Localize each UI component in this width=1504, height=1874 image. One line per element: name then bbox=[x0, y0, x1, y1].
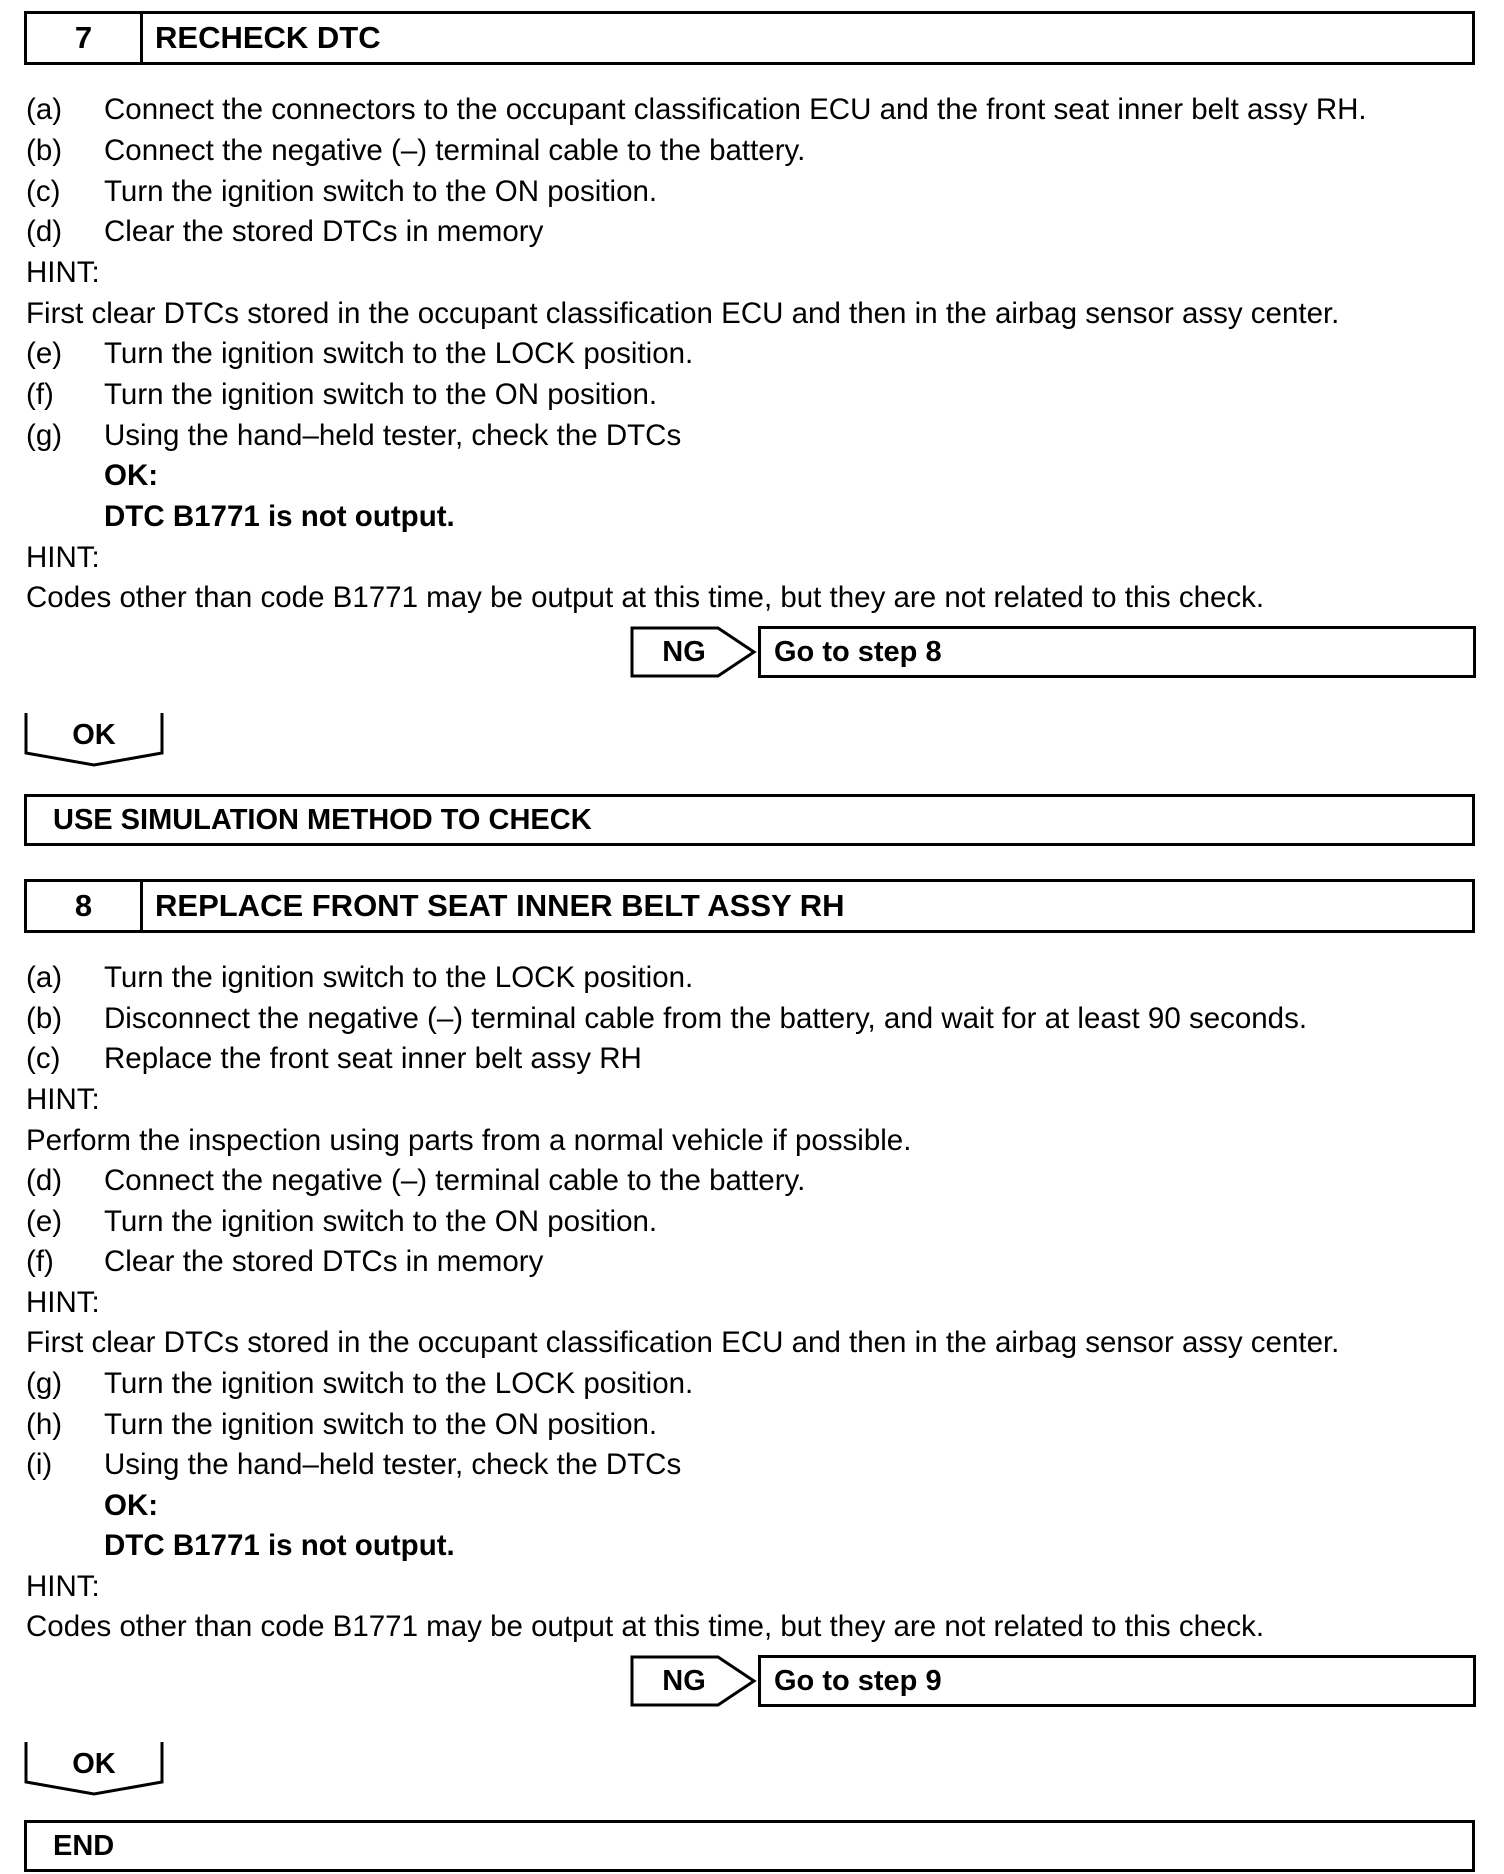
item-label: (a) bbox=[26, 93, 63, 126]
item-text: Turn the ignition switch to the ON position. bbox=[104, 378, 658, 411]
item-label: (b) bbox=[26, 1002, 63, 1035]
item-text: Connect the negative (–) terminal cable to the battery. bbox=[104, 134, 806, 167]
item-text: Connect the connectors to the occupant classification ECU and the front seat inner belt assy RH. bbox=[104, 93, 1367, 126]
item-text: Using the hand–held tester, check the DTCs bbox=[104, 1448, 682, 1481]
item-label: (g) bbox=[26, 419, 63, 452]
item-label: (b) bbox=[26, 134, 63, 167]
item-label: (d) bbox=[26, 215, 63, 248]
step-7-header bbox=[24, 11, 1475, 65]
item-label: (e) bbox=[26, 1205, 63, 1238]
step-title: REPLACE FRONT SEAT INNER BELT ASSY RH bbox=[155, 888, 845, 923]
item-label: (g) bbox=[26, 1367, 63, 1400]
ok-label: OK bbox=[72, 1747, 116, 1780]
step-number: 8 bbox=[27, 882, 143, 930]
simulation-title: USE SIMULATION METHOD TO CHECK bbox=[53, 803, 592, 836]
item-text: Turn the ignition switch to the ON position. bbox=[104, 1205, 658, 1238]
repair-manual-page: 7 RECHECK DTC (a) Connect the connectors to the occupant classification ECU and the front seat inner belt assy RH. (b) Connect the negative (–) terminal cable to the battery. (c) Turn the ignition switch to the ON position. (d) Clear the stored DTCs in memory HINT: First clear DTCs stored in the occupant classification ECU and then in the airbag sensor assy center. (e) Turn the ignition switch to the LOCK position. (f) Turn the ignition switch to the ON position. (g) Using the hand–held tester, check the DTCs OK: DTC B1771 is not output. HINT: Codes other than code B1771 may be output at this time, but they are not related to this check. NG Go to step 8 OK USE SIMULATION METHOD TO CHECK 8 REPLACE FRONT SEAT INNER BELT ASSY RH (a) Turn the ignition switch to the LOCK position. (b) Disconnect the negative (–) terminal cable from the battery, and wait for at least 90 seconds. (c) Replace the front seat inner belt assy RH HINT: Perform the inspection using parts from a normal vehicle if possible. (d) Connect the negative (–) terminal cable to the battery. (e) Turn the ignition switch to the ON position. (f) Clear the stored DTCs in memory HINT: First clear DTCs stored in the occupant classification ECU and then in the airbag sensor assy center. (g) Turn the ignition switch to the LOCK position. (h) Turn the ignition switch to the ON position. (i) Using the hand–held tester, check the DTCs OK: DTC B1771 is not output. HINT: Codes other than code B1771 may be output at this time, but they are not related to this check. NG Go to step 9 OK END bbox=[0, 0, 1504, 1874]
item-label: (h) bbox=[26, 1408, 63, 1441]
ng-branch[interactable] bbox=[630, 1655, 1476, 1707]
item-label: (d) bbox=[26, 1164, 63, 1197]
ok-branch[interactable] bbox=[24, 711, 164, 767]
step-title: RECHECK DTC bbox=[155, 20, 381, 55]
ng-branch[interactable] bbox=[630, 626, 1476, 678]
ok-branch[interactable] bbox=[24, 1740, 164, 1796]
simulation-method-box bbox=[24, 794, 1475, 846]
item-text: Clear the stored DTCs in memory bbox=[104, 1245, 544, 1278]
item-text: Clear the stored DTCs in memory bbox=[104, 215, 544, 248]
end-title: END bbox=[53, 1829, 115, 1862]
item-text: Turn the ignition switch to the ON position. bbox=[104, 1408, 658, 1441]
item-label: (c) bbox=[26, 175, 61, 208]
item-text: Turn the ignition switch to the LOCK position. bbox=[104, 1367, 694, 1400]
item-text: Turn the ignition switch to the ON position. bbox=[104, 175, 658, 208]
step-8-header bbox=[24, 879, 1475, 933]
item-text: Turn the ignition switch to the LOCK position. bbox=[104, 337, 694, 370]
item-label: (a) bbox=[26, 961, 63, 994]
item-label: (f) bbox=[26, 1245, 54, 1278]
goto-step-9-link[interactable]: Go to step 9 bbox=[758, 1655, 1476, 1707]
step-number: 7 bbox=[27, 14, 143, 62]
item-label: (f) bbox=[26, 378, 54, 411]
item-text: Replace the front seat inner belt assy RH bbox=[104, 1042, 642, 1075]
item-text: Disconnect the negative (–) terminal cable from the battery, and wait for at least 90 seconds. bbox=[104, 1002, 1308, 1035]
item-label: (i) bbox=[26, 1448, 53, 1481]
end-box bbox=[24, 1820, 1475, 1872]
ok-label: OK bbox=[72, 718, 116, 751]
ng-label: NG bbox=[662, 1664, 706, 1697]
goto-step-8-link[interactable]: Go to step 8 bbox=[758, 626, 1476, 678]
item-text: Using the hand–held tester, check the DTCs bbox=[104, 419, 682, 452]
item-label: (e) bbox=[26, 337, 63, 370]
ng-label: NG bbox=[662, 635, 706, 668]
item-text: Turn the ignition switch to the LOCK position. bbox=[104, 961, 694, 994]
item-label: (c) bbox=[26, 1042, 61, 1075]
item-text: Connect the negative (–) terminal cable to the battery. bbox=[104, 1164, 806, 1197]
